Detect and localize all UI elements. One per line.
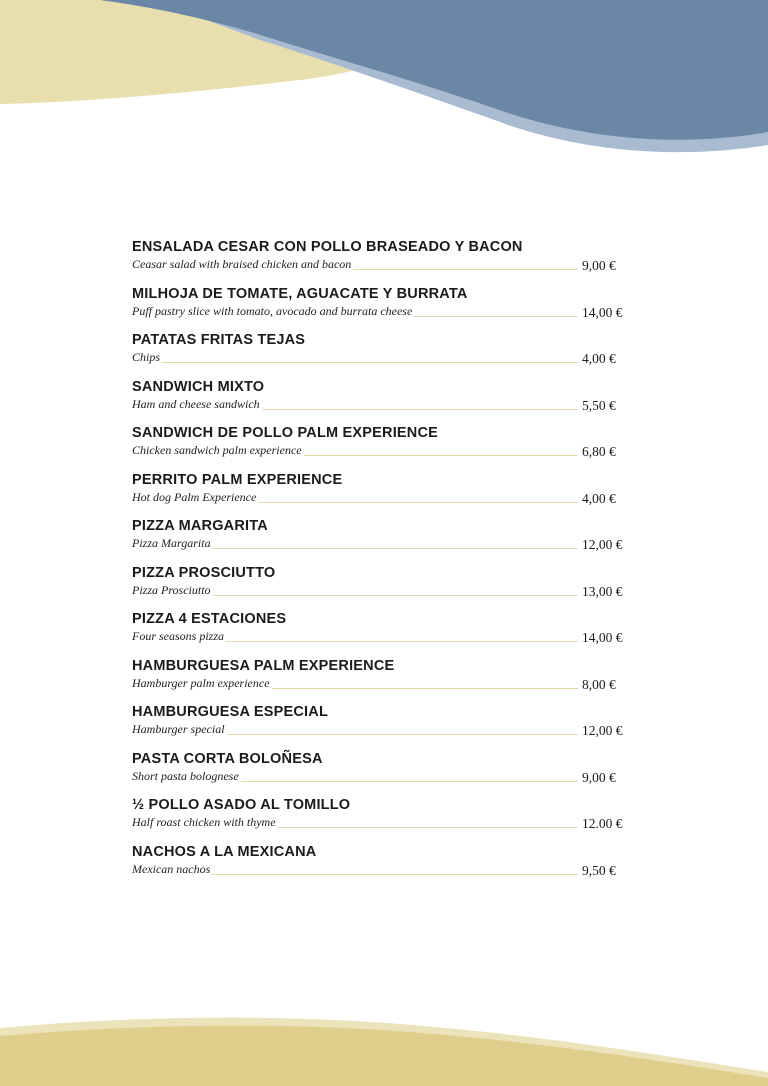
- item-price: 12.00 €: [582, 816, 623, 831]
- menu-item: [132, 518, 632, 565]
- bottom-wave-decoration: [0, 1010, 768, 1086]
- item-name: PIZZA PROSCIUTTO: [132, 564, 276, 581]
- item-name: SANDWICH DE POLLO PALM EXPERIENCE: [132, 425, 439, 441]
- item-name: PIZZA 4 ESTACIONES: [132, 611, 287, 627]
- item-price: 12,00 €: [582, 537, 623, 552]
- item-description: Hot dog Palm Experience: [132, 489, 257, 504]
- top-wave-decoration: [0, 0, 768, 160]
- item-description: Hamburger special: [132, 722, 225, 736]
- item-description: Short pasta bolognese: [132, 768, 239, 783]
- menu-item: [132, 425, 632, 472]
- item-name: ENSALADA CESAR CON POLLO BRASEADO Y BACON: [132, 239, 523, 255]
- item-price: 14,00 €: [582, 304, 623, 320]
- item-name: PASTA CORTA BOLOÑESA: [132, 750, 323, 767]
- item-description: Mexican nachos: [132, 861, 211, 876]
- item-name: ½ POLLO ASADO AL TOMILLO: [132, 797, 351, 813]
- menu-item: [132, 611, 632, 658]
- item-price: 4,00 €: [582, 351, 616, 366]
- item-description: Ham and cheese sandwich: [132, 396, 260, 411]
- item-price: 5,50 €: [582, 397, 616, 413]
- leader-line: [132, 362, 578, 363]
- item-name: SANDWICH MIXTO: [132, 378, 265, 395]
- menu-item: [132, 472, 632, 519]
- menu-item: [132, 797, 632, 844]
- item-name: MILHOJA DE TOMATE, AGUACATE Y BURRATA: [132, 285, 468, 302]
- menu-item: [132, 704, 632, 751]
- item-name: PATATAS FRITAS TEJAS: [132, 332, 306, 348]
- item-name: PERRITO PALM EXPERIENCE: [132, 471, 343, 488]
- menu-item: [132, 844, 632, 891]
- item-description: Pizza Margarita: [132, 536, 211, 550]
- item-description: Pizza Prosciutto: [132, 582, 211, 597]
- menu-list: [132, 239, 632, 890]
- item-description: Four seasons pizza: [132, 629, 225, 643]
- item-name: NACHOS A LA MEXICANA: [132, 843, 317, 860]
- item-price: 4,00 €: [582, 490, 616, 506]
- menu-item: [132, 658, 632, 705]
- item-price: 14,00 €: [582, 630, 623, 645]
- menu-item: [132, 239, 632, 286]
- item-price: 13,00 €: [582, 583, 623, 599]
- item-description: Chips: [132, 350, 161, 364]
- menu-item: [132, 565, 632, 612]
- item-description: Chicken sandwich palm experience: [132, 443, 302, 457]
- item-name: PIZZA MARGARITA: [132, 518, 268, 534]
- item-price: 12,00 €: [582, 723, 623, 738]
- item-description: Hamburger palm experience: [132, 675, 270, 690]
- item-name: HAMBURGUESA ESPECIAL: [132, 704, 329, 720]
- menu-item: [132, 286, 632, 333]
- item-description: Half roast chicken with thyme: [132, 815, 276, 829]
- item-price: 6,80 €: [582, 444, 616, 459]
- menu-item: [132, 751, 632, 798]
- item-price: 9,00 €: [582, 258, 616, 273]
- item-price: 9,50 €: [582, 862, 616, 878]
- menu-item: [132, 332, 632, 379]
- menu-item: [132, 379, 632, 426]
- item-price: 9,00 €: [582, 769, 616, 785]
- item-price: 8,00 €: [582, 676, 616, 692]
- item-description: Puff pastry slice with tomato, avocado and burrata cheese: [132, 303, 413, 318]
- item-name: HAMBURGUESA PALM EXPERIENCE: [132, 657, 395, 674]
- item-description: Ceasar salad with braised chicken and bacon: [132, 257, 352, 271]
